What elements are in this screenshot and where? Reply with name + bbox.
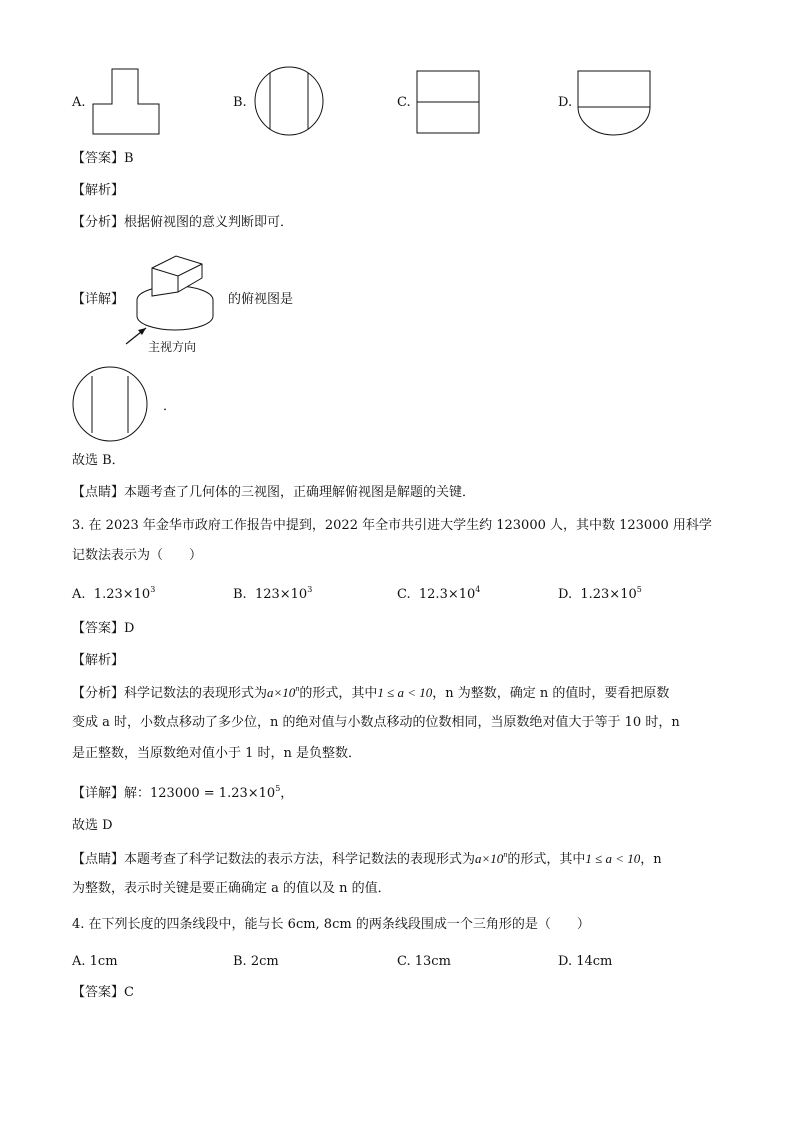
q3-dianjing-line1 [72,851,662,866]
option-c-figure [415,69,481,135]
option-a-label: A. [72,95,86,110]
q2-xiangjie-tag: 【详解】 [72,292,125,307]
option-base: 12.3×10 [418,587,476,602]
option-label: C. [397,587,411,602]
formula-exponent: n [295,684,300,693]
fenxi-text: 的形式，其中 [299,686,378,701]
fenxi-text: 科学记数法的表现形式为 [124,686,268,701]
view-direction-label: 主视方向 [148,340,197,354]
option-base: 1.23×10 [580,587,637,602]
option-d-label: D. [558,95,573,110]
option-label: D. [558,587,573,602]
q3-option-c [397,586,480,601]
q3-stem-line1: 3. 在 2023 年金华市政府工作报告中提到，2022 年全市共引进大学生约 123000 人，其中数 123000 用科学 [72,518,712,533]
q2-analysis-tag: 【解析】 [72,183,125,198]
option-b-label: B. [233,95,247,110]
q2-answer [72,152,134,165]
answer-tag: 【答案】 [72,621,125,636]
answer-value: D [124,621,135,636]
dianjing-text: 的形式，其中 [507,852,586,867]
formula: a×10 [267,685,296,700]
q3-option-a [72,586,155,601]
option-exponent: 5 [636,585,642,594]
q3-fenxi-line3: 是正整数，当原数绝对值小于 1 时，n 是负整数． [72,746,362,761]
option-b-figure [252,66,328,138]
option-exponent: 3 [150,585,156,594]
range: 1 ≤ a < 10 [377,685,433,700]
xiangjie-end: ， [280,786,294,801]
q3-conclusion: 故选 D [72,818,113,833]
option-c-label: C. [397,95,411,110]
fenxi-text: ，n 为整数，确定 n 的值时，要看把原数 [432,686,670,701]
q3-fenxi-line2: 变成 a 时，小数点移动了多少位，n 的绝对值与小数点移动的位数相同，当原数绝对值大于等于 10 时，n [72,715,680,730]
option-d-figure [576,69,654,139]
q3-fenxi-line1 [72,685,669,700]
formula: a×10 [475,851,504,866]
xiangjie-exponent: 5 [275,784,281,793]
q3-stem-line2: 记数法表示为（ ） [72,548,203,563]
q4-option-d: D. 14cm [558,954,613,969]
q4-option-b: B. 2cm [233,954,279,969]
option-exponent: 4 [475,585,481,594]
option-a-figure [90,68,162,136]
q2-conclusion: 故选 B． [72,453,125,468]
top-view-period: ． [163,399,177,414]
q2-dianjing [72,486,475,499]
top-view-figure [70,366,152,444]
option-base: 1.23×10 [93,587,151,602]
answer-value: C [124,985,134,1000]
option-exponent: 3 [307,585,313,594]
q3-answer [72,622,134,635]
range: 1 ≤ a < 10 [585,851,641,866]
q3-xiangjie [72,785,293,800]
answer-tag: 【答案】 [72,151,125,166]
answer-value: B [124,151,134,166]
q3-option-b [233,586,312,601]
option-label: A. [72,587,86,602]
q3-option-d [558,586,642,601]
answer-tag: 【答案】 [72,985,125,1000]
q4-answer [72,986,134,999]
xiangjie-suffix: 的俯视图是 [228,292,294,307]
q4-stem: 4. 在下列长度的四条线段中，能与长 6cm, 8cm 的两条线段围成一个三角形的是（ ） [72,917,590,932]
dianjing-tag: 【点睛】 [72,485,125,500]
option-base: 123×10 [254,587,308,602]
option-label: B. [233,587,247,602]
dianjing-text: 本题考查了几何体的三视图，正确理解俯视图是解题的关键． [124,485,476,500]
q4-option-a: A. 1cm [72,954,118,969]
dianjing-text: ，n [640,852,662,867]
fenxi-tag: 【分析】 [72,215,125,230]
q4-option-c: C. 13cm [397,954,451,969]
dianjing-text: 本题考查了科学记数法的表示方法，科学记数法的表现形式为 [124,852,476,867]
formula-exponent: n [503,850,508,859]
q3-dianjing-line2: 为整数，表示时关键是要正确确定 a 的值以及 n 的值． [72,881,391,896]
q2-fenxi [72,216,293,229]
q3-analysis-tag: 【解析】 [72,653,125,668]
xiangjie-tag: 【详解】 [72,786,125,801]
fenxi-text: 根据俯视图的意义判断即可． [124,215,294,230]
xiangjie-text: 解：123000 = 1.23×10 [124,786,276,801]
fenxi-tag: 【分析】 [72,686,125,701]
dianjing-tag: 【点睛】 [72,852,125,867]
